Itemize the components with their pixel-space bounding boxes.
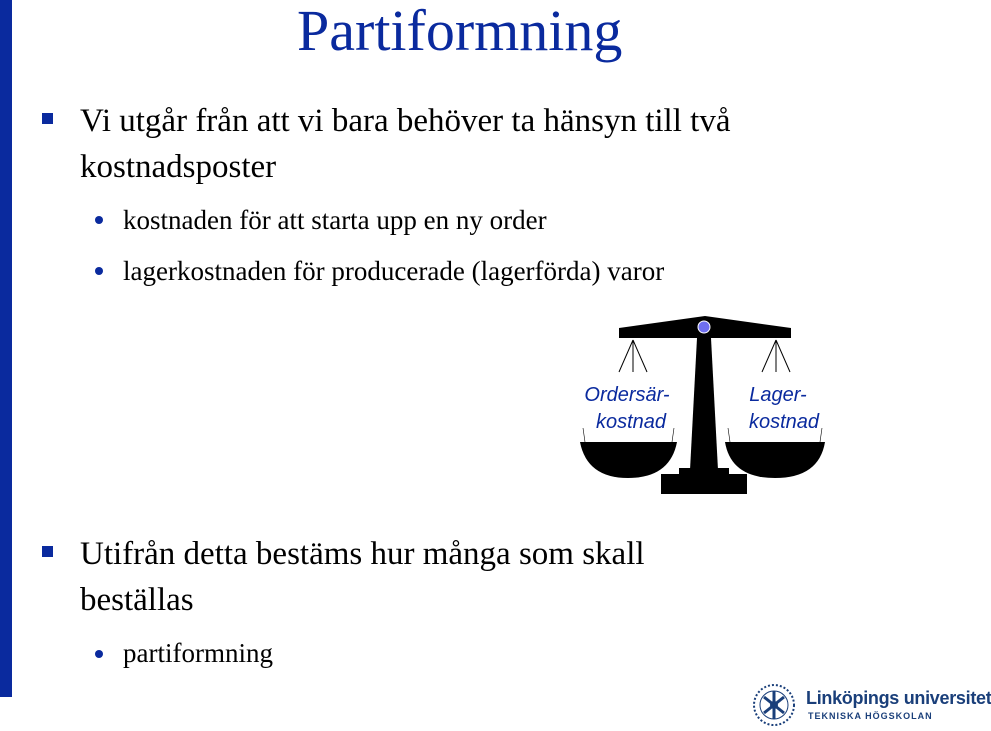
right-pan-label-1: Lager-: [749, 384, 807, 406]
bullet-2-line-2: beställas: [80, 582, 194, 618]
scale-right-pan: [725, 442, 825, 478]
round-bullet-icon: [95, 216, 103, 224]
bullet-2-line-1: Utifrån detta bestäms hur många som skall: [80, 536, 645, 572]
bullet-1-line-2: kostnadsposter: [80, 149, 277, 185]
left-accent-bar: [0, 0, 12, 697]
square-bullet-icon: [42, 546, 53, 557]
scale-post: [690, 338, 718, 470]
balance-scale-illustration: [575, 310, 830, 500]
university-seal-icon: [752, 683, 802, 727]
university-subtitle: TEKNISKA HÖGSKOLAN: [808, 711, 933, 721]
bullet-1-line-1: Vi utgår från att vi bara behöver ta hänsyn till två: [80, 103, 731, 139]
slide-title: Partiformning: [297, 0, 623, 63]
round-bullet-icon: [95, 650, 103, 658]
sub-bullet-1: kostnaden för att starta upp en ny order: [123, 205, 547, 235]
left-pan-label-1: Ordersär-: [584, 384, 670, 406]
right-pan-label-2: kostnad: [748, 411, 820, 433]
scale-left-pan: [580, 442, 677, 478]
sub-bullet-2: lagerkostnaden för producerade (lagerförda) varor: [123, 256, 665, 286]
left-pan-label-2: kostnad: [595, 411, 667, 433]
sub-bullet-3: partiformning: [123, 638, 273, 668]
scale-base: [661, 474, 747, 494]
square-bullet-icon: [42, 113, 53, 124]
round-bullet-icon: [95, 267, 103, 275]
scale-pivot-icon: [698, 321, 710, 333]
university-name: Linköpings universitet: [806, 688, 991, 708]
